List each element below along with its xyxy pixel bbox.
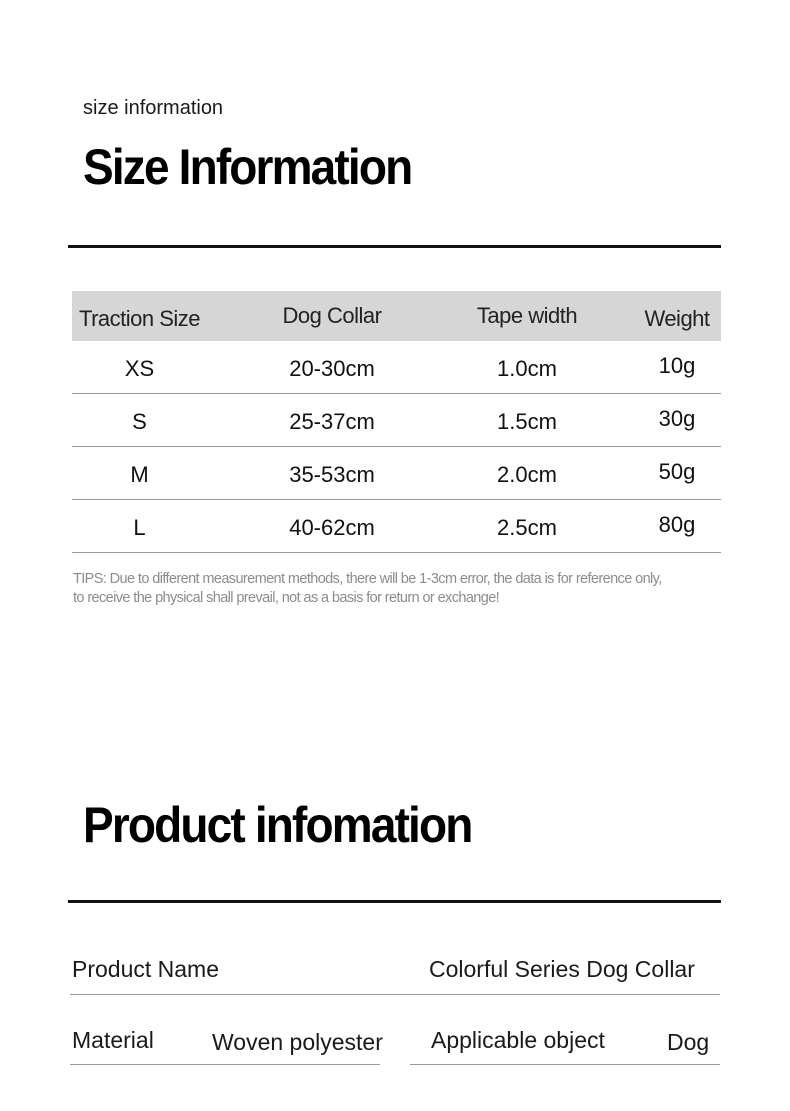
applicable-object-label: Applicable object [431, 1027, 605, 1053]
weight-cell: 10g [658, 353, 696, 378]
material-label: Material [72, 1027, 154, 1053]
table-row [72, 447, 721, 500]
weight-cell: 30g [658, 406, 696, 431]
size-table [72, 291, 721, 553]
material-value: Woven polyester [212, 1029, 383, 1055]
table-row [72, 341, 721, 394]
size-table-header [72, 291, 721, 341]
tape-width-cell: 2.5cm [497, 515, 557, 540]
header-weight: Weight [644, 306, 710, 331]
collar-cell: 25-37cm [289, 409, 375, 434]
weight-cell: 50g [658, 459, 696, 484]
tape-width-cell: 1.5cm [497, 409, 557, 434]
tape-width-cell: 2.0cm [497, 462, 557, 487]
row-divider [70, 994, 720, 995]
collar-cell: 35-53cm [289, 462, 375, 487]
header-tape-width: Tape width [476, 303, 578, 328]
header-traction-size: Traction Size [78, 306, 201, 331]
size-cell: L [133, 515, 146, 540]
product-title-divider [68, 900, 721, 903]
collar-cell: 40-62cm [289, 515, 375, 540]
tips-line-2: to receive the physical shall prevail, not as a basis for return or exchange! [73, 590, 500, 606]
row-divider-left [70, 1064, 380, 1065]
size-section-title: Size Information [83, 139, 412, 195]
collar-cell: 20-30cm [289, 356, 375, 381]
table-row [72, 394, 721, 447]
tape-width-cell: 1.0cm [497, 356, 557, 381]
size-cell: M [130, 462, 149, 487]
tips-note [73, 570, 773, 608]
product-name-label: Product Name [72, 956, 220, 982]
weight-cell: 80g [658, 512, 696, 537]
product-section-title: Product infomation [83, 797, 472, 853]
header-dog-collar: Dog Collar [282, 303, 382, 328]
size-cell: S [132, 409, 147, 434]
product-name-value: Colorful Series Dog Collar [429, 956, 695, 982]
title-divider [68, 245, 721, 248]
tips-line-1: TIPS: Due to different measurement methods, there will be 1-3cm error, the data is for reference only, [73, 571, 662, 587]
row-divider-right [410, 1064, 720, 1065]
table-row [72, 500, 721, 553]
size-cell: XS [124, 356, 155, 381]
applicable-object-value: Dog [667, 1029, 710, 1055]
section-subtitle: size information [83, 97, 224, 119]
